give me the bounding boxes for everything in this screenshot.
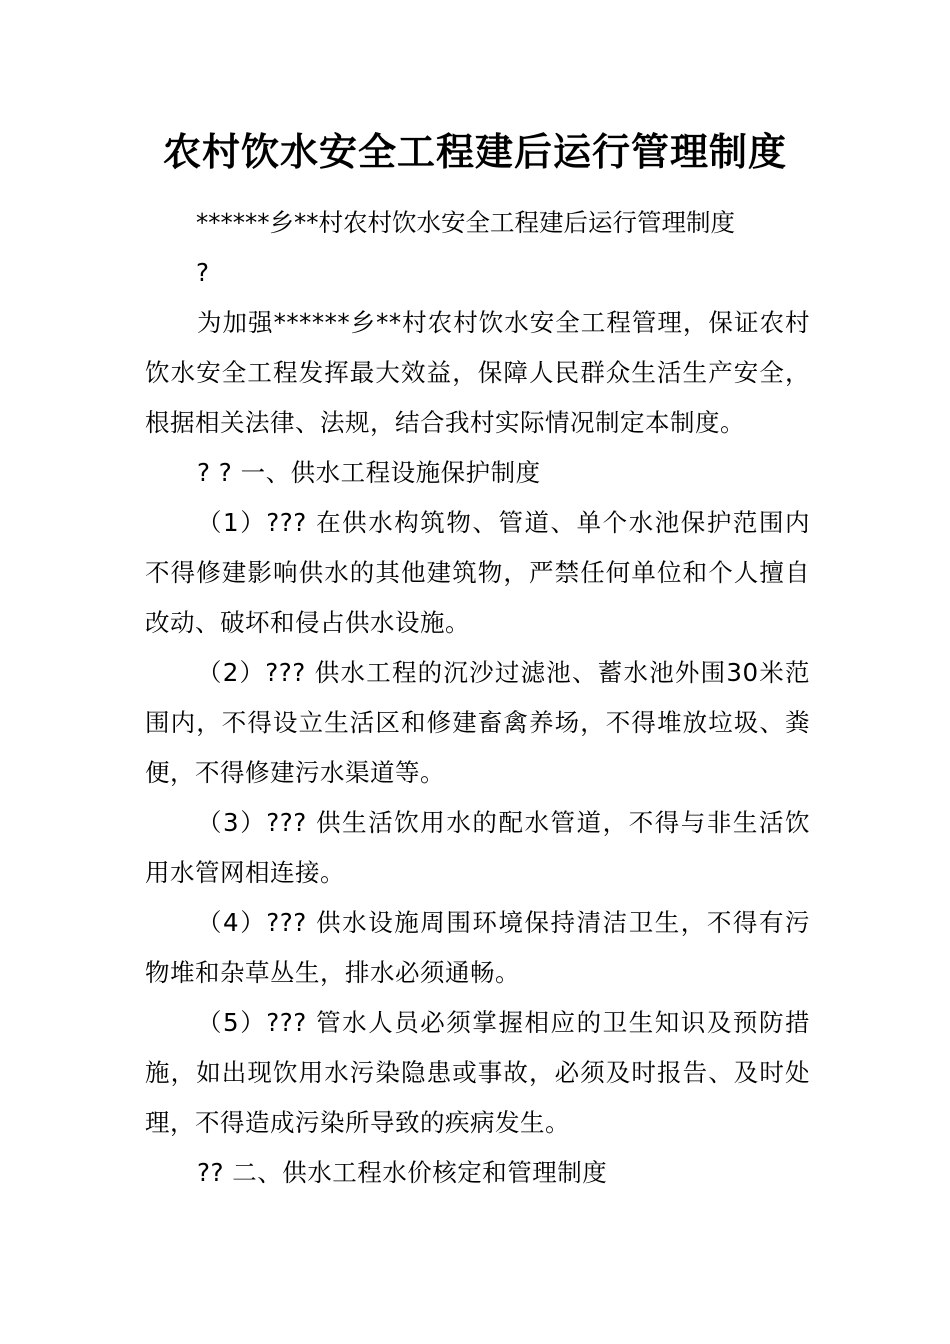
clause-1: （1）??? 在供水构筑物、管道、单个水池保护范围内不得修建影响供水的其他建筑物，严禁任何单位和个人擅自改动、破坏和侵占供水设施。 [145,508,810,637]
document-body [145,298,810,1198]
section-heading-2: ?? 二、供水工程水价核定和管理制度 [197,1158,608,1187]
clause-2: （2）??? 供水工程的沉沙过滤池、蓄水池外围30米范围内，不得设立生活区和修建畜禽养场，不得堆放垃圾、粪便，不得修建污水渠道等。 [145,658,810,787]
document-title: 农村饮水安全工程建后运行管理制度 [162,129,787,174]
clause-3: （3）??? 供生活饮用水的配水管道，不得与非生活饮用水管网相连接。 [145,808,810,887]
clause-5: （5）??? 管水人员必须掌握相应的卫生知识及预防措施，如出现饮用水污染隐患或事故，必须及时报告、及时处理，不得造成污染所导致的疾病发生。 [145,1008,810,1137]
placeholder-mark: ? [196,258,210,287]
section-heading-1: ? ? 一、供水工程设施保护制度 [197,458,541,487]
clause-4: （4）??? 供水设施周围环境保持清洁卫生，不得有污物堆和杂草丛生，排水必须通畅。 [145,908,810,987]
document-subtitle: ******乡**村农村饮水安全工程建后运行管理制度 [196,208,735,237]
intro-paragraph: 为加强******乡**村农村饮水安全工程管理，保证农村饮水安全工程发挥最大效益，保障人民群众生活生产安全，根据相关法律、法规，结合我村实际情况制定本制度。 [145,308,810,437]
